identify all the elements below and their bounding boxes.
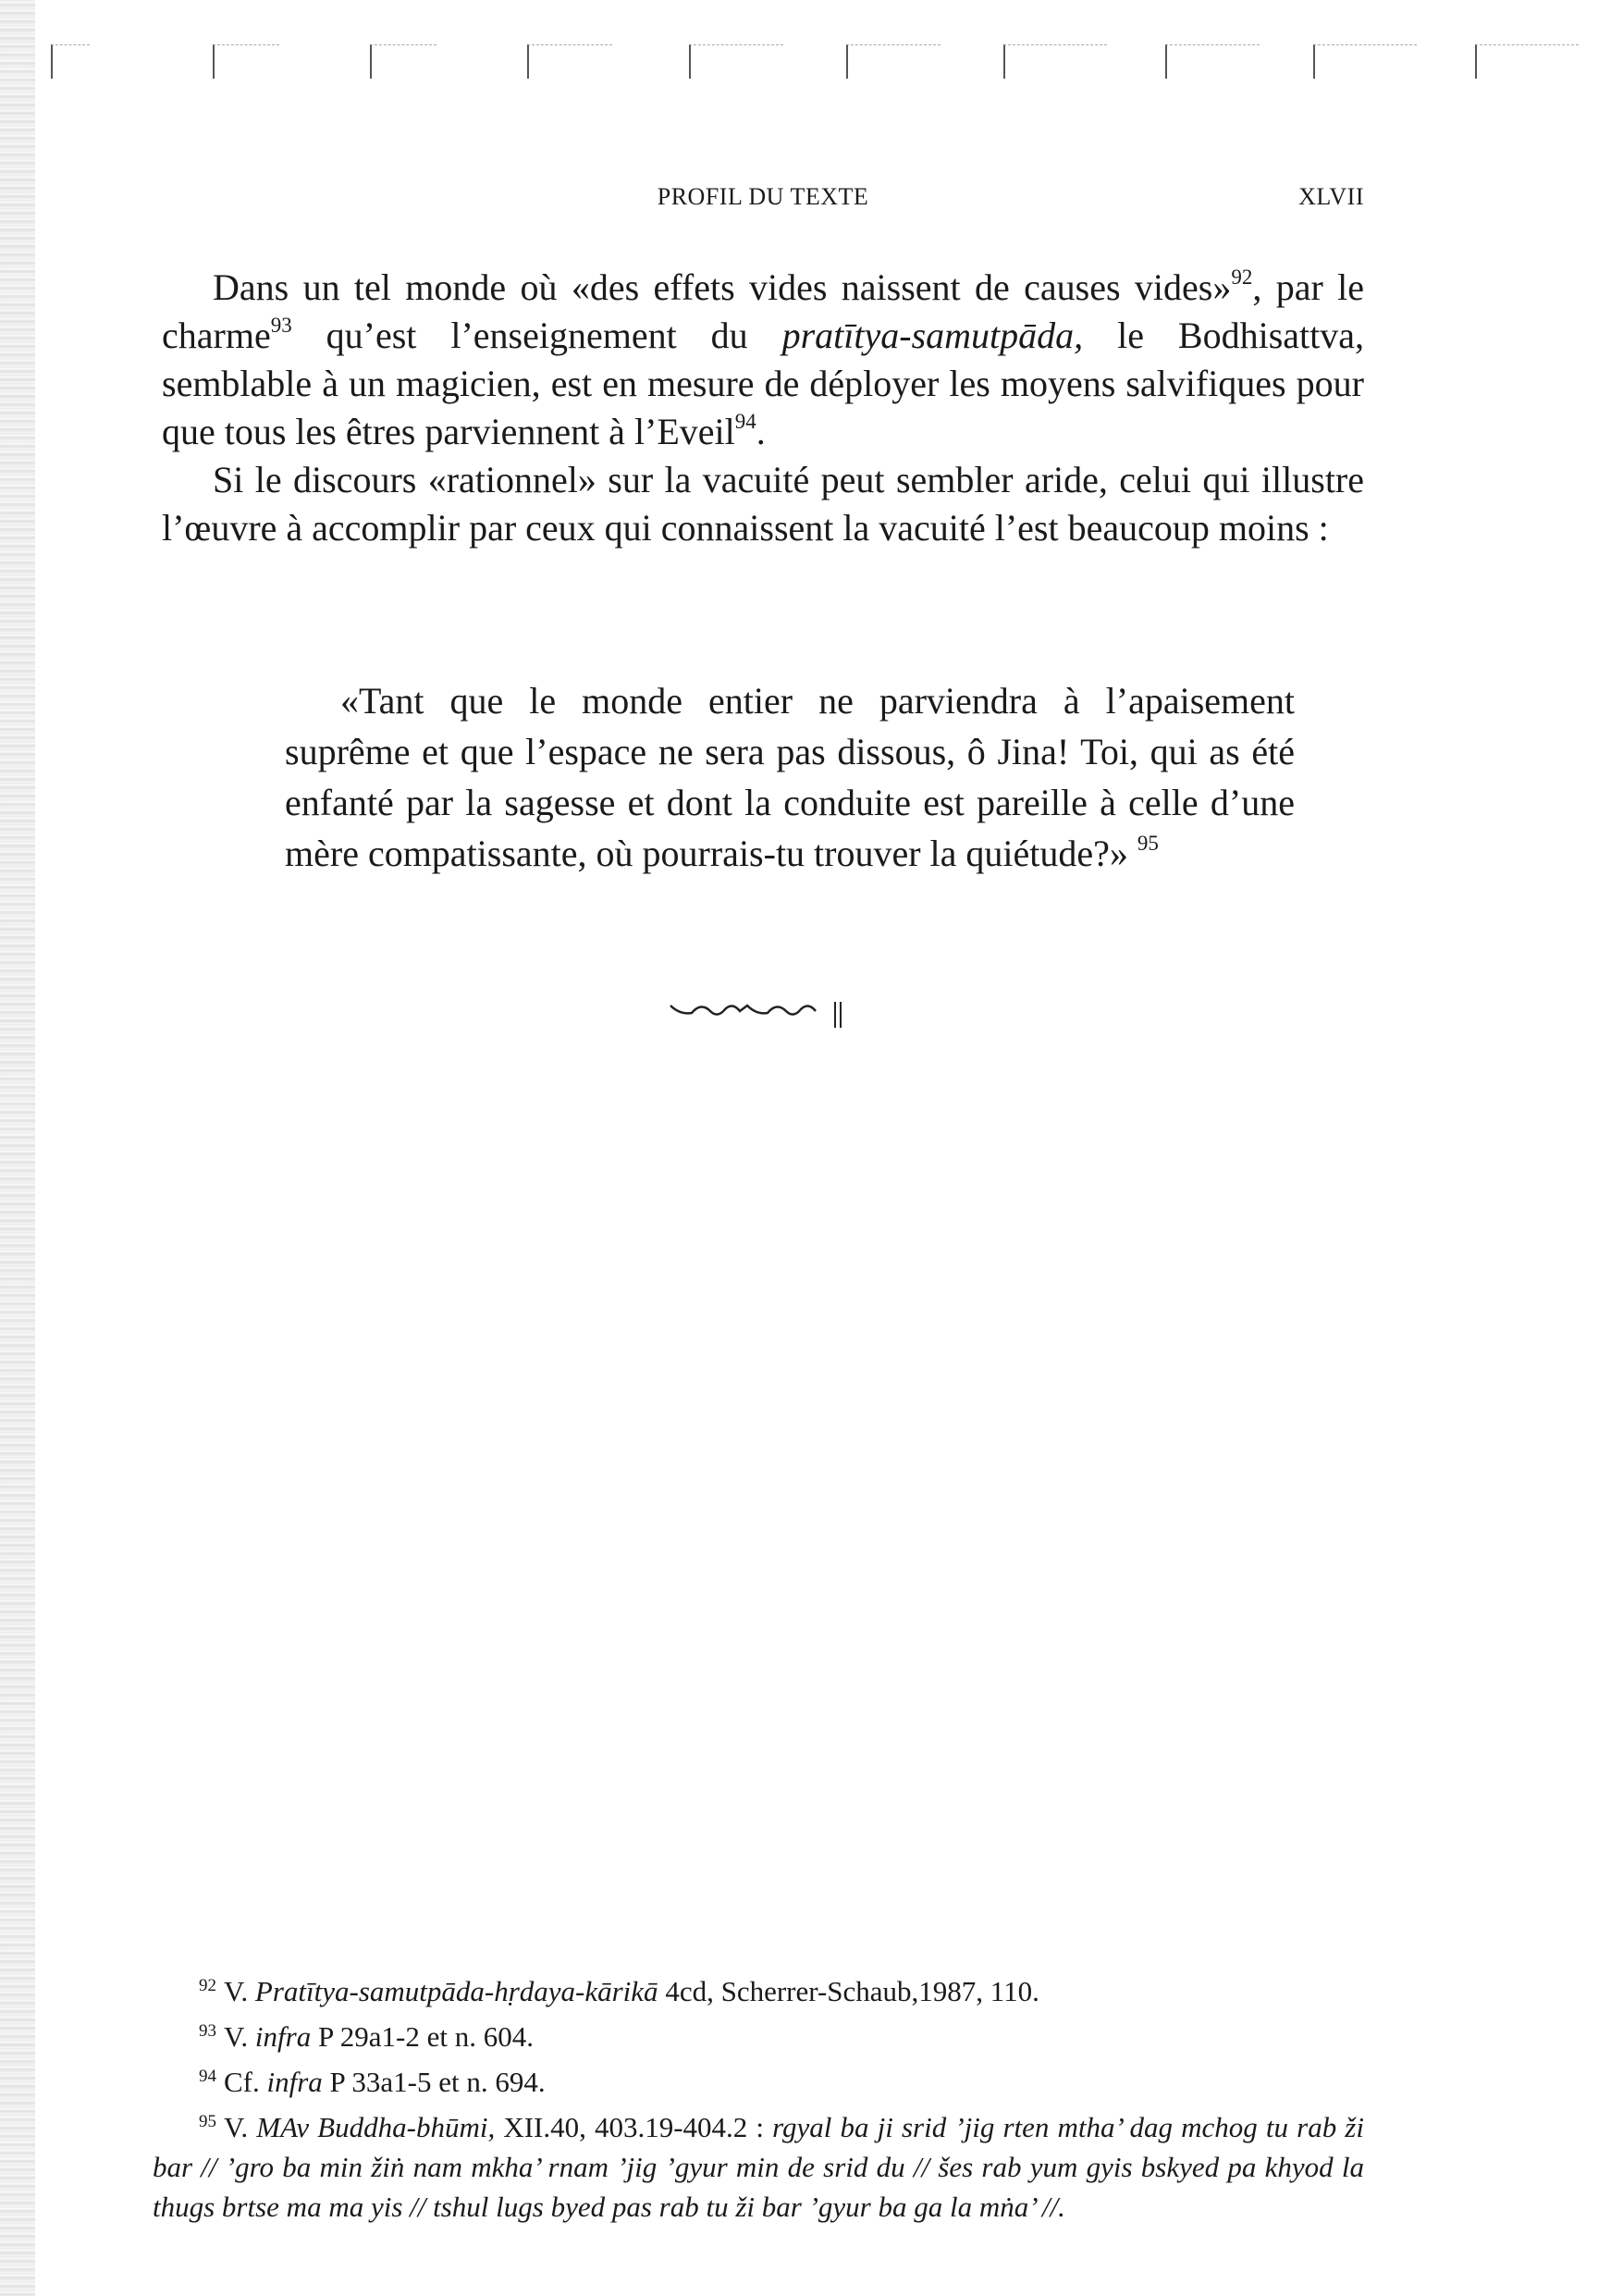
footnotes	[153, 1966, 1364, 2227]
term-pratitya: pratītya-samutpāda,	[781, 315, 1084, 356]
footnote-95: $^{95}$ V. MAv Buddha-bhūmi, XII.40, 403.19-404.2 : rgyal ba ji srid ’jig rten mtha’ dag mchog tu rab ži bar // ’gro ba min žiṅ nam mkha’ rnam ’jig ’gyur min de srid du // šes rab yum gyis bskyed pa khyod la thugs brtse ma ma yis // tshul lugs byed pas rab tu ži bar ’gyur ba ga la mṅa’ //.	[153, 2111, 1364, 2223]
footnote-93: $^{93}$ V. infra P 29a1-2 et n. 604.	[199, 2020, 534, 2053]
block-quote	[285, 675, 1295, 879]
paragraph-1: Dans un tel monde où «des effets vides naissent de causes vides»$^{92}$, par le charme$^{93}$ qu’est l’enseignement du pratītya-samutpāda, le Bodhisattva, semblable à un magicien, est en mesure de déployer les moyens salvifiques pour que tous les êtres parviennent à l’Eveil$^{94}$.	[162, 265, 1364, 452]
body-text	[162, 264, 1364, 552]
footnote-ref-92[interactable]: 92	[1231, 265, 1253, 289]
scan-edge-shadow	[0, 0, 35, 2296]
footnote-ref-94[interactable]: 94	[734, 410, 756, 433]
section-end-ornament	[666, 994, 851, 1031]
footnote-ref-93[interactable]: 93	[270, 314, 292, 337]
footnote-92: $^{92}$ V. Pratītya-samutpāda-hṛdaya-kārikā 4cd, Scherrer-Schaub,1987, 110.	[199, 1975, 1039, 2007]
footnote-ref-95[interactable]: 95	[1137, 832, 1159, 855]
running-title: PROFIL DU TEXTE	[657, 183, 869, 210]
quote-text: «Tant que le monde entier ne parviendra à l’apaisement suprême et que l’espace ne sera pas dissous, ô Jina! Toi, qui as été enfanté par la sagesse et dont la conduite est pareille à celle d’une mère compatissante, où pourrais-tu trouver la quiétude?»	[285, 680, 1295, 874]
scan-tab-marks	[51, 44, 1586, 91]
paragraph-2: Si le discours «rationnel» sur la vacuité peut sembler aride, celui qui illustre l’œuvre à accomplir par ceux qui connaissent la vacuité l’est beaucoup moins :	[162, 459, 1364, 549]
running-head	[162, 183, 1364, 220]
footnote-94: $^{94}$ Cf. infra P 33a1-5 et n. 694.	[199, 2066, 546, 2098]
page-number: XLVII	[1298, 183, 1364, 210]
